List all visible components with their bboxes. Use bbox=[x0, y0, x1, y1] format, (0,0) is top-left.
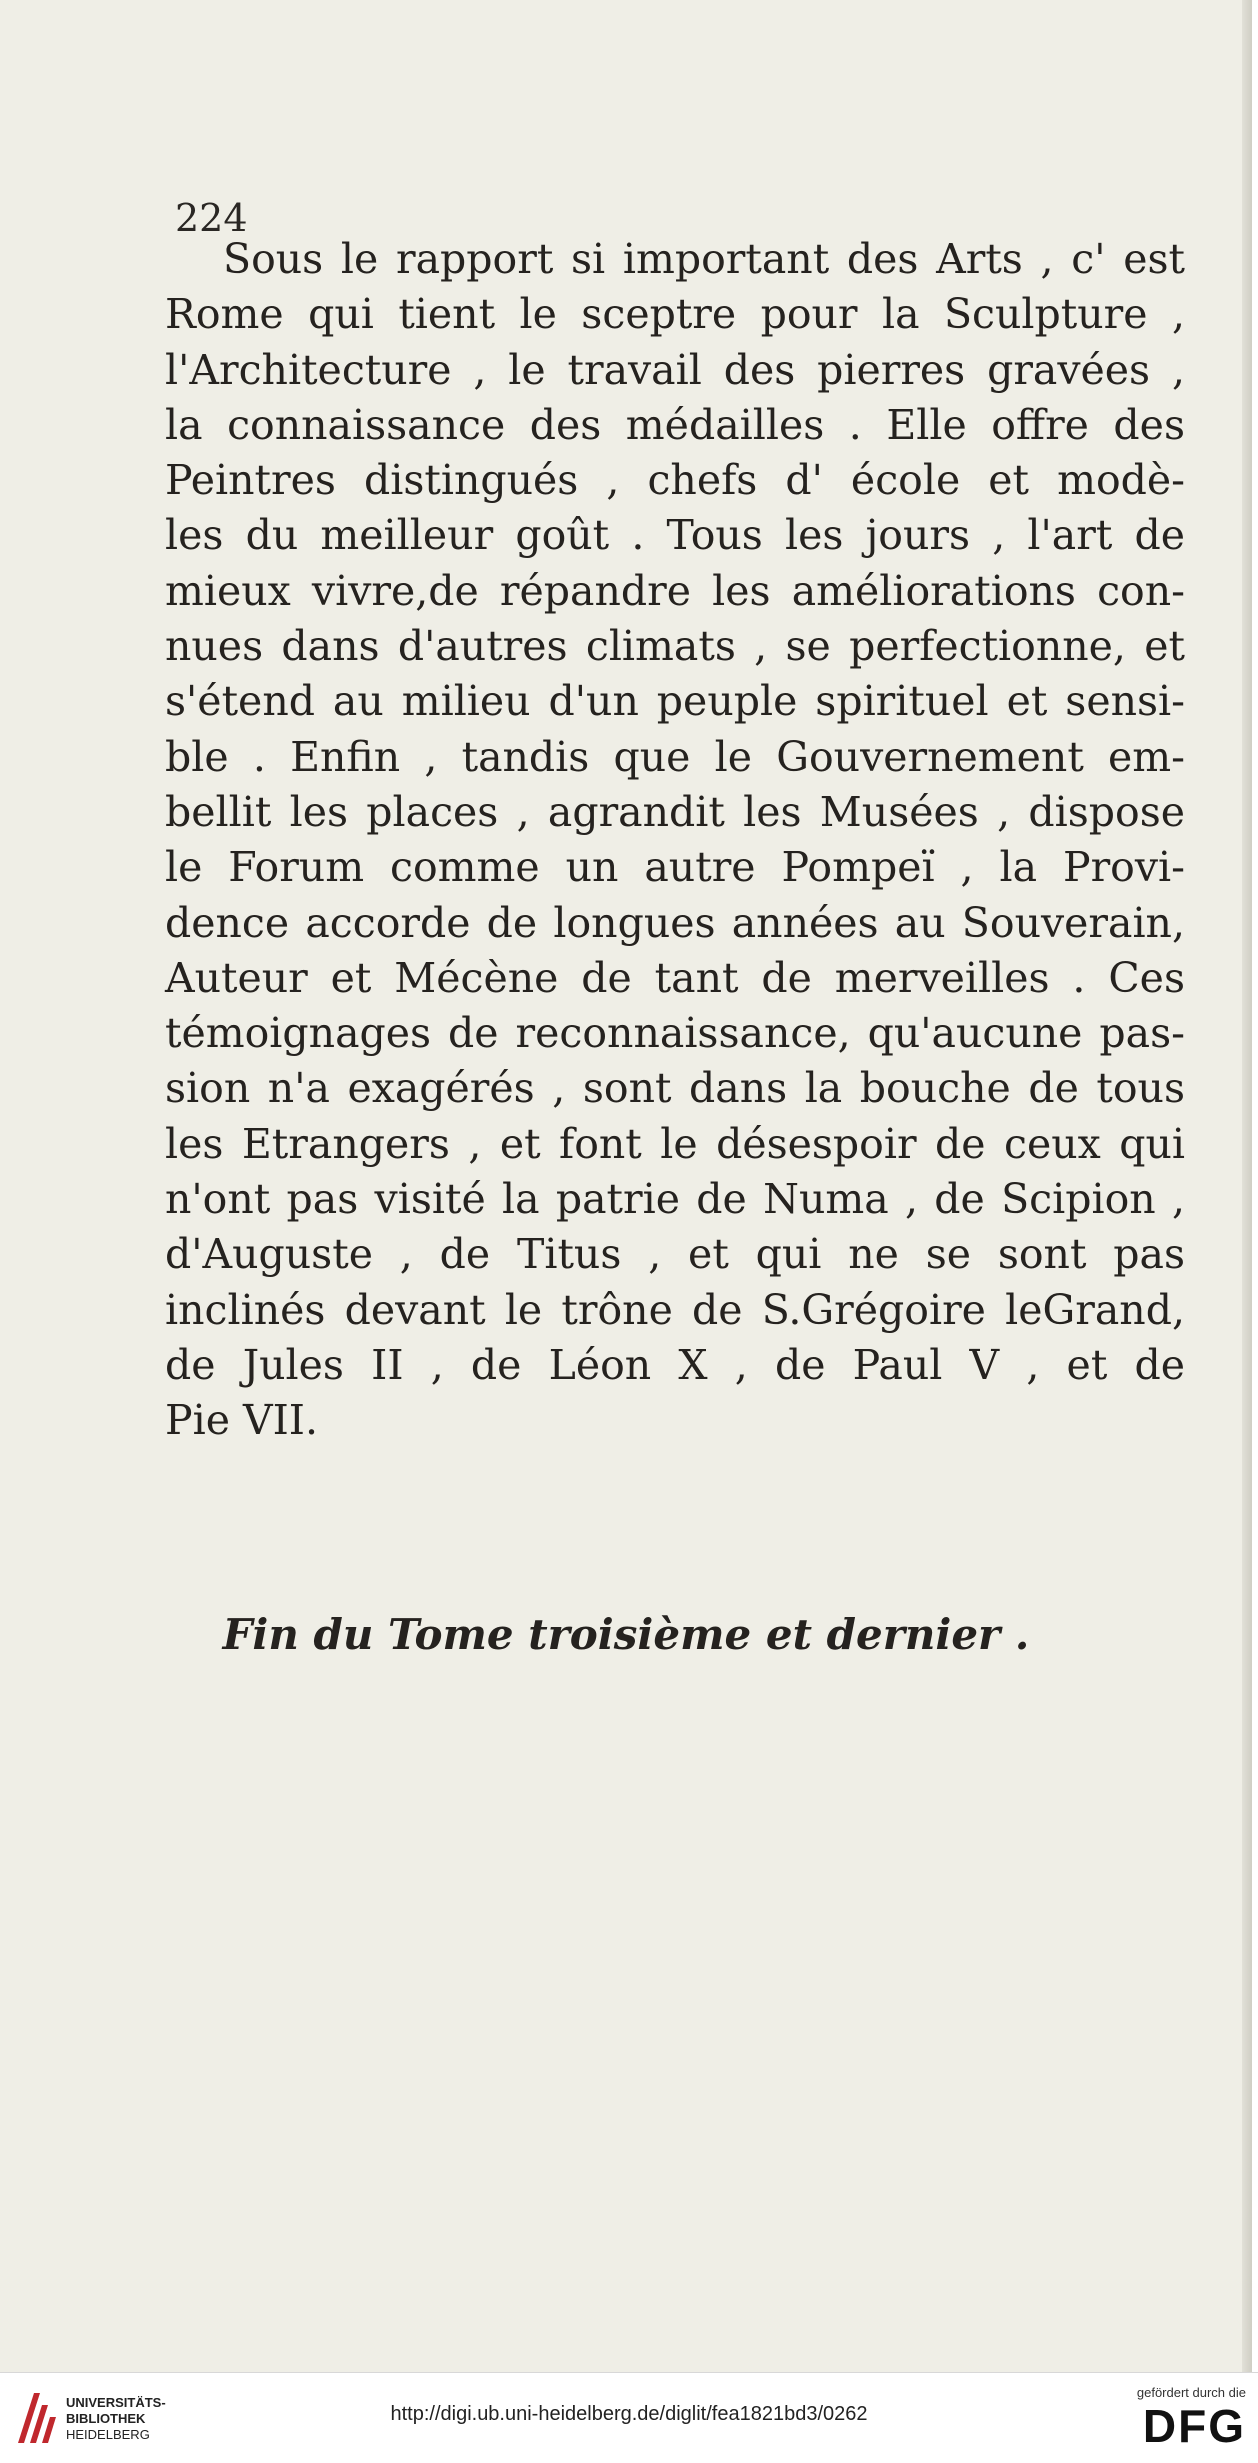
text-line: sion n'a exagérés , sont dans la bouche de tous bbox=[165, 1064, 1185, 1113]
text-line: d'Auguste , de Titus , et qui ne se sont pas bbox=[165, 1230, 1185, 1279]
text-line: Sous le rapport si important des Arts , c' est bbox=[223, 235, 1185, 283]
funding-block bbox=[1106, 2385, 1246, 2450]
text-line: Rome qui tient le sceptre pour la Sculpture , bbox=[165, 290, 1185, 339]
page-number: 224 bbox=[175, 196, 248, 240]
closing-line: Fin du Tome troisième et dernier . bbox=[222, 1610, 1030, 1659]
text-line: la connaissance des médailles . Elle offre des bbox=[165, 400, 1185, 449]
logo-line: BIBLIOTHEK bbox=[66, 2411, 146, 2426]
text-line: nues dans d'autres climats , se perfectionne, et bbox=[165, 622, 1185, 671]
text-line: mieux vivre,de répandre les améliorations con- bbox=[165, 566, 1185, 615]
text-line: Auteur et Mécène de tant de merveilles . Ces bbox=[165, 953, 1185, 1002]
permalink-url[interactable]: http://digi.ub.uni-heidelberg.de/diglit/fea1821bd3/0262 bbox=[390, 2403, 868, 2425]
text-line: ble . Enfin , tandis que le Gouvernement em- bbox=[165, 732, 1185, 781]
logo-line: HEIDELBERG bbox=[66, 2427, 150, 2442]
text-line: s'étend au milieu d'un peuple spirituel et sensi- bbox=[165, 677, 1185, 726]
text-line: dence accorde de longues années au Souverain, bbox=[165, 898, 1185, 947]
page-edge bbox=[1242, 0, 1252, 2372]
text-line: Pie VII. bbox=[165, 1396, 319, 1445]
footer-bar bbox=[0, 2372, 1258, 2463]
text-line: le Forum comme un autre Pompeï , la Provi- bbox=[165, 843, 1185, 892]
dfg-logo: DFG bbox=[1142, 2400, 1246, 2452]
logo-line: UNIVERSITÄTS- bbox=[66, 2395, 166, 2410]
funding-caption: gefördert durch die bbox=[1136, 2385, 1246, 2400]
text-line: les du meilleur goût . Tous les jours , l'art de bbox=[165, 511, 1185, 560]
body-text bbox=[165, 232, 1185, 1449]
text-line: témoignages de reconnaissance, qu'aucune pas- bbox=[165, 1009, 1185, 1058]
text-line: de Jules II , de Léon X , de Paul V , et de bbox=[165, 1340, 1185, 1389]
text-line: n'ont pas visité la patrie de Numa , de Scipion , bbox=[165, 1175, 1185, 1224]
text-line: bellit les places , agrandit les Musées , dispose bbox=[165, 787, 1185, 836]
text-line: inclinés devant le trône de S.Grégoire leGrand, bbox=[165, 1285, 1185, 1334]
text-line: l'Architecture , le travail des pierres gravées , bbox=[165, 345, 1185, 394]
text-line: les Etrangers , et font le désespoir de ceux qui bbox=[165, 1119, 1185, 1168]
text-line: Peintres distingués , chefs d' école et modè- bbox=[165, 456, 1185, 505]
